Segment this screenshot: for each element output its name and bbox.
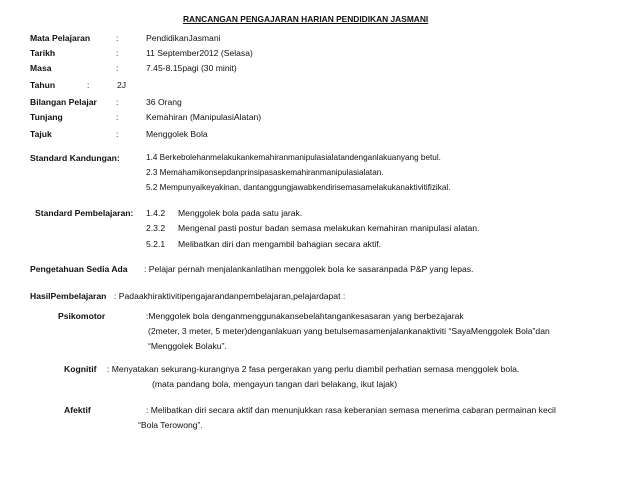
hasil-text: : Padaakhiraktivitipengajarandanpembelajaran,pelajardapat : [114,291,346,301]
kognitif-line: (mata pandang bola, mengayun tangan dari belakang, ikut lajak) [152,379,398,389]
sp-code: 2.3.2 [146,223,166,233]
label-tarikh: Tarikh [30,48,56,58]
colon: : [116,112,119,122]
sp-code: 1.4.2 [146,208,166,218]
label-pengetahuan-sedia-ada: Pengetahuan Sedia Ada [30,264,128,274]
kognitif-line: : Menyatakan sekurang-kurangnya 2 fasa pergerakan yang perlu diambil perhatian semasa menggolek bola. [107,364,520,374]
label-standard-pembelajaran: Standard Pembelajaran: [35,208,134,218]
standard-kandungan-item: 1.4 Berkebolehanmelakukankemahiranmanipulasialatandenganlakuanyang betul. [146,153,441,162]
sp-code: 5.2.1 [146,239,166,249]
sp-text: Melibatkan diri dan mengambil bahagian secara aktif. [178,239,382,249]
colon: : [116,129,119,139]
colon: : [87,80,90,90]
afektif-line: : Melibatkan diri secara aktif dan menunjukkan rasa keberanian semasa menerima cabaran permainan kecil [146,405,556,415]
label-hasil-pembelajaran: HasilPembelajaran [30,291,107,301]
value-bilangan-pelajar: 36 Orang [146,97,182,107]
pengetahuan-text: : Pelajar pernah menjalankanlatihan menggolek bola ke sasaranpada P&P yang lepas. [144,264,474,274]
label-psikomotor: Psikomotor [58,311,106,321]
value-tahun: 2J [117,80,127,90]
value-masa: 7.45-8.15pagi (30 minit) [146,63,237,73]
psikomotor-line: :Menggolek bola denganmenggunakansebelahtangankesasaran yang berbezajarak [146,311,464,321]
label-tunjang: Tunjang [30,112,63,122]
psikomotor-line: (2meter, 3 meter, 5 meter)denganlakuan yang betulsemasamenjalankanaktiviti “SayaMenggolek Bola”dan [148,326,550,336]
value-tunjang: Kemahiran (ManipulasiAlatan) [146,112,262,122]
page-title: RANCANGAN PENGAJARAN HARIAN PENDIDIKAN JASMANI [183,14,429,24]
colon: : [116,33,119,43]
colon: : [116,63,119,73]
label-afektif: Afektif [64,405,91,415]
label-mata-pelajaran: Mata Pelajaran [30,33,91,43]
colon: : [116,48,119,58]
label-tajuk: Tajuk [30,129,52,139]
label-tahun: Tahun [30,80,56,90]
label-bilangan-pelajar: Bilangan Pelajar [30,97,97,107]
label-masa: Masa [30,63,52,73]
label-kognitif: Kognitif [64,364,97,374]
psikomotor-line: “Menggolek Bolaku”. [148,341,227,351]
sp-text: Menggolek bola pada satu jarak. [178,208,303,218]
sp-text: Mengenal pasti postur badan semasa melakukan kemahiran manipulasi alatan. [178,223,480,233]
afektif-line: “Bola Terowong”. [138,420,203,430]
value-tarikh: 11 September2012 (Selasa) [146,48,253,58]
value-tajuk: Menggolek Bola [146,129,208,139]
value-mata-pelajaran: PendidikanJasmani [146,33,221,43]
standard-kandungan-item: 2.3 Memahamikonsepdanprinsipasaskemahiranmanipulasialatan. [146,168,384,177]
colon: : [116,97,119,107]
label-standard-kandungan: Standard Kandungan: [30,153,120,163]
standard-kandungan-item: 5.2 Mempunyaikeyakinan, dantanggungjawabkendirisemasamelakukanaktivitifizikal. [146,183,451,192]
